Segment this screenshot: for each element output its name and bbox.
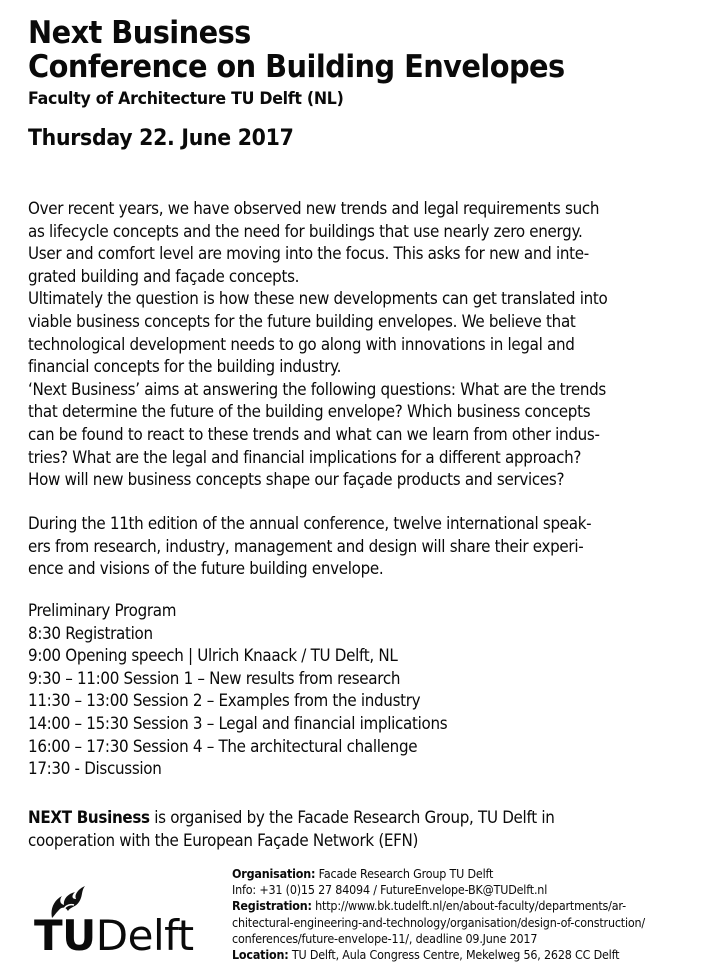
program-item: 9:00 Opening speech | Ulrich Knaack / TU Delft, NL	[28, 646, 398, 667]
organisation-label: Organisation:	[232, 867, 316, 881]
intro-line: technological development needs to go along with innovations in legal and	[28, 334, 575, 355]
program-item: 17:30 - Discussion	[28, 759, 162, 780]
intro-line: that determine the future of the building envelope? Which business concepts	[28, 402, 591, 423]
faculty-subtitle: Faculty of Architecture TU Delft (NL)	[28, 89, 344, 109]
edition-paragraph	[28, 513, 651, 581]
logo-wordmark	[34, 913, 194, 959]
intro-line: Ultimately the question is how these new developments can get translated into	[28, 289, 608, 310]
intro-line: How will new business concepts shape our façade products and services?	[28, 470, 565, 491]
program-item: 11:30 – 13:00 Session 2 – Examples from the industry	[28, 691, 421, 712]
preliminary-program	[28, 600, 651, 781]
location-value: TU Delft, Aula Congress Centre, Mekelweg 56, 2628 CC Delft	[288, 948, 620, 963]
organiser-line-1	[28, 807, 651, 830]
registration-url-part[interactable]: chitectural-engineering-and-technology/organisation/design-of-construction/	[232, 915, 645, 930]
location-line	[232, 947, 645, 963]
intro-line: tries? What are the legal and financial implications for a different approach?	[28, 447, 582, 468]
intro-line: ‘Next Business’ aims at answering the following questions: What are the trends	[28, 379, 606, 400]
tu-delft-logo	[30, 885, 230, 960]
registration-label: Registration:	[232, 899, 312, 914]
title-line-2: Conference on Building Envelopes	[28, 49, 565, 85]
page-title	[28, 16, 565, 84]
organiser-line-2: cooperation with the European Façade Network (EFN)	[28, 830, 419, 851]
intro-line: User and comfort level are moving into the focus. This asks for new and inte-	[28, 244, 589, 265]
intro-line: Over recent years, we have observed new trends and legal requirements such	[28, 199, 600, 219]
intro-line: as lifecycle concepts and the need for buildings that use nearly zero energy.	[28, 221, 583, 242]
program-item: 8:30 Registration	[28, 623, 153, 644]
intro-paragraph	[28, 198, 651, 492]
intro-line: viable business concepts for the future building envelopes. We believe that	[28, 311, 576, 332]
registration-url-part[interactable]: http://www.bk.tudelft.nl/en/about-faculty/departments/ar-	[311, 899, 626, 914]
registration-url-part[interactable]: conferences/future-envelope-11/, deadline 09.June 2017	[232, 931, 538, 946]
event-date: Thursday 22. June 2017	[28, 126, 294, 151]
organiser-text: is organised by the Facade Research Group, TU Delft in	[149, 808, 555, 828]
organiser-statement	[28, 807, 651, 852]
edition-line: ers from research, industry, management and design will share their experi-	[28, 536, 584, 557]
program-heading: Preliminary Program	[28, 601, 177, 621]
intro-line: grated building and façade concepts.	[28, 266, 300, 287]
registration-line	[232, 898, 645, 914]
edition-line: During the 11th edition of the annual conference, twelve international speak-	[28, 514, 592, 534]
footer-info	[232, 866, 645, 963]
program-item: 9:30 – 11:00 Session 1 – New results from research	[28, 668, 401, 689]
intro-line: financial concepts for the building industry.	[28, 357, 342, 378]
program-item: 16:00 – 17:30 Session 4 – The architectural challenge	[28, 736, 418, 757]
title-line-1: Next Business	[28, 15, 251, 51]
logo-tu: TU	[34, 911, 96, 960]
event-name-bold: NEXT Business	[28, 808, 150, 828]
intro-line: can be found to react to these trends and what can we learn from other indus-	[28, 424, 600, 445]
organisation-value: Facade Research Group TU Delft	[315, 867, 494, 881]
location-label: Location:	[232, 948, 289, 963]
organisation-line	[232, 866, 645, 882]
program-item: 14:00 – 15:30 Session 3 – Legal and financial implications	[28, 713, 448, 734]
info-line: Info: +31 (0)15 27 84094 / FutureEnvelope-BK@TUDelft.nl	[232, 883, 548, 898]
logo-delft: Delft	[95, 911, 194, 960]
edition-line: ence and visions of the future building envelope.	[28, 559, 384, 580]
